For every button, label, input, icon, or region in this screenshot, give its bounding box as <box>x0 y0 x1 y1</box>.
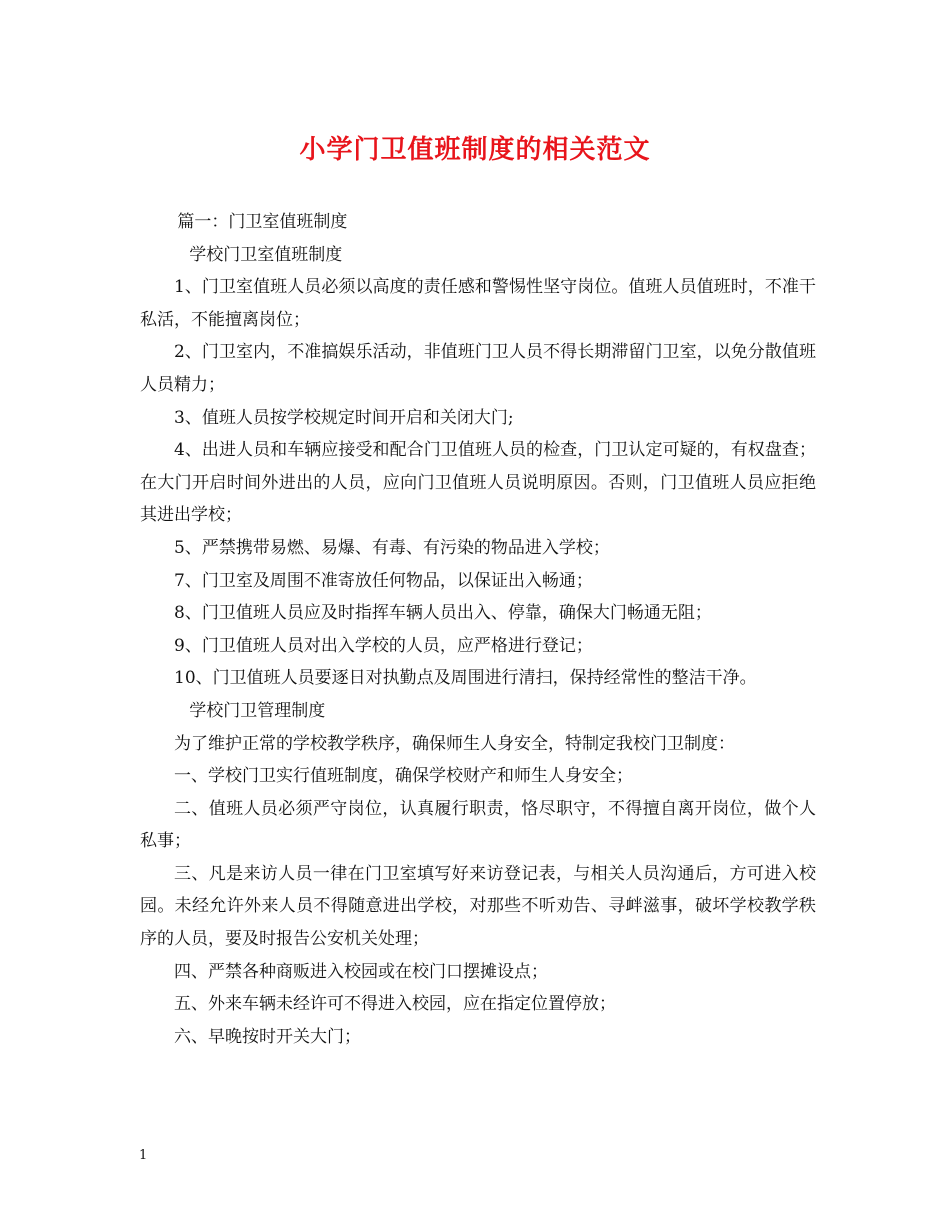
paragraph: 8、门卫值班人员应及时指挥车辆人员出入、停靠，确保大门畅通无阻； <box>174 603 712 624</box>
document-title: 小学门卫值班制度的相关范文 <box>299 135 651 165</box>
paragraph: 5、严禁携带易燃、易爆、有毒、有污染的物品进入学校； <box>174 537 610 558</box>
section-heading: 学校门卫室值班制度 <box>189 244 343 265</box>
paragraph: 一、学校门卫实行值班制度，确保学校财产和师生人身安全； <box>174 766 633 787</box>
paragraph: 为了维护正常的学校教学秩序，确保师生人身安全，特制定我校门卫制度： <box>174 733 735 754</box>
paragraph: 3、值班人员按学校规定时间开启和关闭大门; <box>174 407 514 428</box>
paragraph: 1、门卫室值班人员必须以高度的责任感和警惕性坚守岗位。值班人员值班时，不准干私活，不能擅离岗位； <box>140 277 816 330</box>
paragraph: 2、门卫室内，不准搞娱乐活动，非值班门卫人员不得长期滞留门卫室，以免分散值班人员精力； <box>140 342 816 395</box>
page-number: 1 <box>139 1148 148 1163</box>
paragraph: 9、门卫值班人员对出入学校的人员，应严格进行登记； <box>174 635 593 656</box>
paragraph: 四、严禁各种商贩进入校园或在校门口摆摊设点； <box>174 961 548 982</box>
paragraph: 4、出进人员和车辆应接受和配合门卫值班人员的检查，门卫认定可疑的，有权盘查；在大门开启时间外进出的人员，应向门卫值班人员说明原因。否则，门卫值班人员应拒绝其进出学校； <box>140 440 816 526</box>
paragraph: 二、值班人员必须严守岗位，认真履行职责，恪尽职守，不得擅自离开岗位，做个人私事； <box>140 798 816 852</box>
section-heading: 学校门卫管理制度 <box>189 700 326 721</box>
document-body <box>140 206 816 1053</box>
paragraph: 7、门卫室及周围不准寄放任何物品，以保证出入畅通； <box>174 570 593 591</box>
paragraph: 六、早晚按时开关大门； <box>174 1026 361 1047</box>
paragraph: 10、门卫值班人员要逐日对执勤点及周围进行清扫，保持经常性的整洁干净。 <box>174 668 757 689</box>
paragraph: 三、凡是来访人员一律在门卫室填写好来访登记表，与相关人员沟通后，方可进入校园。未经允许外来人员不得随意进出学校，对那些不听劝告、寻衅滋事，破坏学校教学秩序的人员，要及时报告公安机关处理； <box>140 863 816 950</box>
chapter-heading: 篇一：门卫室值班制度 <box>177 212 348 232</box>
paragraph: 五、外来车辆未经许可不得进入校园，应在指定位置停放； <box>174 994 616 1015</box>
